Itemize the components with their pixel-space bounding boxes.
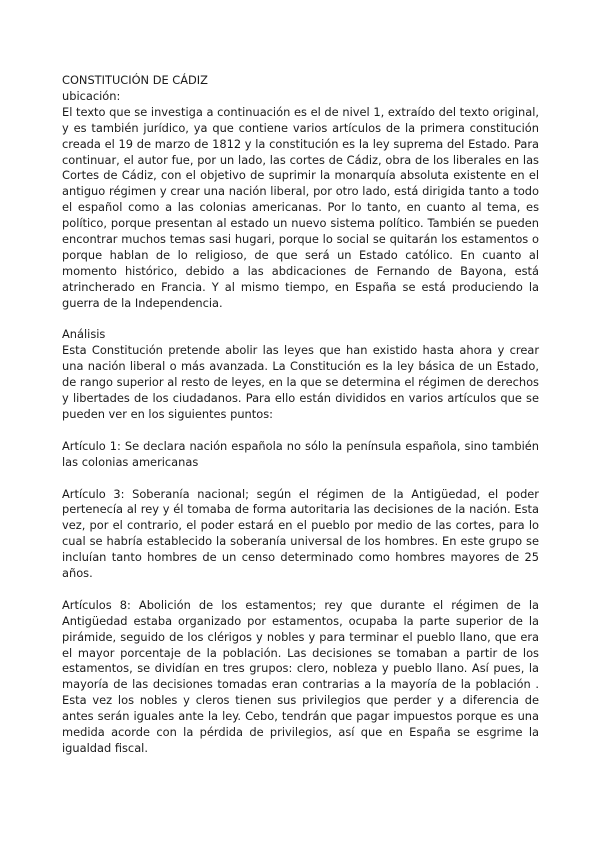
paragraph-gap	[62, 582, 539, 598]
article-8-paragraph: Artículos 8: Abolición de los estamentos; rey que durante el régimen de la Antigüedad estaba organizado por estamentos, ocupaba la parte superior de la pirámide, seguido de los clérigos y nobles y para terminar el pueblo llano, que era el mayor porcentaje de la población. Las decisiones se tomaban a partir de los estamentos, se dividían en tres grupos: clero, nobleza y pueblo llano. Así pues, la mayoría de las decisiones tomadas eran contrarias a la mayoría de la población . Esta vez los nobles y cleros tienen sus privilegios que perder y a diferencia de antes serán iguales ante la ley. Cebo, tendrán que pagar impuestos porque es una medida acorde con la pérdida de privilegios, así que en España se esgrime la igualdad fiscal.	[62, 597, 539, 755]
location-paragraph: El texto que se investiga a continuación es el de nivel 1, extraído del texto original, y es también jurídico, ya que contiene varios artículos de la primera constitución creada el 19 de marzo de 1812 y la constitución es la ley suprema del Estado. Para continuar, el autor fue, por un lado, las cortes de Cádiz, obra de los liberales en las Cortes de Cádiz, con el objetivo de suprimir la monarquía absoluta existente en el antiguo régimen y crear una nación liberal, por otro lado, está dirigida tanto a todo el español como a las colonias americanas. Por lo tanto, en cuanto al tema, es político, porque presentan al estado un nuevo sistema político. También se pueden encontrar muchos temas sasi hugari, porque lo social se quitarán los estamentos o porque hablan de lo religioso, de que será un Estado católico. En cuanto al momento histórico, debido a las abdicaciones de Fernando de Bayona, está atrincherado en Francia. Y al mismo tiempo, en España se está produciendo la guerra de la Independencia.	[62, 104, 539, 310]
location-heading: ubicación:	[62, 88, 121, 103]
paragraph-gap	[62, 471, 539, 487]
paragraph-gap	[62, 423, 539, 439]
article-1-paragraph: Artículo 1: Se declara nación española no sólo la península española, sino también las colonias americanas	[62, 438, 539, 469]
analysis-paragraph: Esta Constitución pretende abolir las leyes que han existido hasta ahora y crear una nación liberal o más avanzada. La Constitución es la ley básica de un Estado, de rango superior al resto de leyes, en la que se determina el régimen de derechos y libertades de los ciudadanos. Para ello están divididos en varios artículos que se pueden ver en los siguientes puntos:	[62, 343, 539, 422]
document-page	[62, 73, 539, 757]
document-title: CONSTITUCIÓN DE CÁDIZ	[62, 73, 208, 87]
paragraph-gap	[62, 312, 539, 328]
analysis-heading: Análisis	[62, 327, 106, 342]
article-3-paragraph: Artículo 3: Soberanía nacional; según el régimen de la Antigüedad, el poder pertenecía al rey y él tomaba de forma autoritaria las decisiones de la nación. Esta vez, por el contrario, el poder estará en el pueblo por medio de las cortes, para lo cual se habría establecido la soberanía universal de los hombres. En este grupo se incluían tanto hombres de un censo determinado como hombres mayores de 25 años.	[62, 486, 539, 581]
